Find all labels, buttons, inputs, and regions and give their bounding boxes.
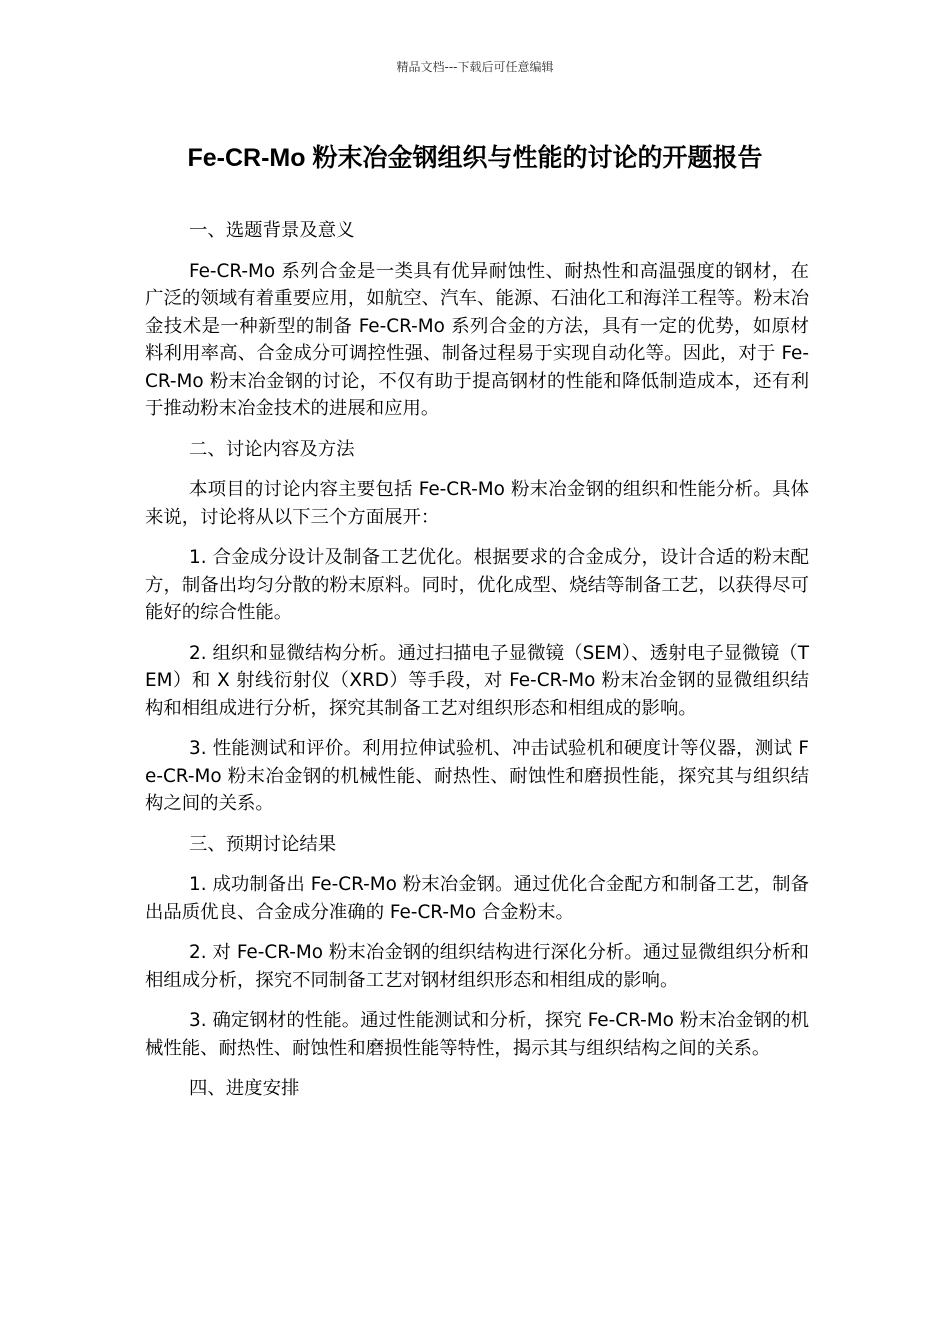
paragraph-item-1-design: 1. 合金成分设计及制备工艺优化。根据要求的合金成分，设计合适的粉末配方，制备出均匀分散的粉末原料。同时，优化成型、烧结等制备工艺，以获得尽可能好的综合性能。 <box>145 547 809 623</box>
paragraph-result-3: 3. 确定钢材的性能。通过性能测试和分析，探究 Fe-CR-Mo 粉末冶金钢的机械性能、耐热性、耐蚀性和磨损性能等特性，揭示其与组织结构之间的关系。 <box>145 1010 809 1059</box>
paragraph-background: Fe-CR-Mo 系列合金是一类具有优异耐蚀性、耐热性和高温强度的钢材，在广泛的领域有着重要应用，如航空、汽车、能源、石油化工和海洋工程等。粉末冶金技术是一种新型的制备 Fe-CR-Mo 系列合金的方法，具有一定的优势，如原材料利用率高、合金成分可调控性强、制备过程易于实现自动化等。因此，对于 Fe-CR-Mo 粉末冶金钢的讨论，不仅有助于提高钢材的性能和降低制造成本，还有利于推动粉末冶金技术的进展和应用。 <box>145 260 809 419</box>
paragraph-content-intro: 本项目的讨论内容主要包括 Fe-CR-Mo 粉末冶金钢的组织和性能分析。具体来说，讨论将从以下三个方面展开： <box>145 479 809 528</box>
document-body <box>145 217 809 1116</box>
section-heading-background: 一、选题背景及意义 <box>189 220 355 241</box>
section-heading-content-method: 二、讨论内容及方法 <box>189 438 355 460</box>
page-header-note: 精品文档---下载后可任意编辑 <box>396 60 554 74</box>
section-heading-expected-results: 三、预期讨论结果 <box>189 833 337 855</box>
document-title: Fe-CR-Mo 粉末冶金钢组织与性能的讨论的开题报告 <box>187 144 763 172</box>
paragraph-item-2-structure: 2. 组织和显微结构分析。通过扫描电子显微镜（SEM）、透射电子显微镜（TEM）和 X 射线衍射仪（XRD）等手段，对 Fe-CR-Mo 粉末冶金钢的显微组织结构和相组成进行分析，探究其制备工艺对组织形态和相组成的影响。 <box>145 642 809 719</box>
section-heading-schedule: 四、进度安排 <box>189 1078 300 1099</box>
paragraph-item-3-performance: 3. 性能测试和评价。利用拉伸试验机、冲击试验机和硬度计等仪器，测试 Fe-CR-Mo 粉末冶金钢的机械性能、耐热性、耐蚀性和磨损性能，探究其与组织结构之间的关系。 <box>145 738 809 814</box>
paragraph-result-1: 1. 成功制备出 Fe-CR-Mo 粉末冶金钢。通过优化合金配方和制备工艺，制备出品质优良、合金成分准确的 Fe-CR-Mo 合金粉末。 <box>145 874 809 923</box>
paragraph-result-2: 2. 对 Fe-CR-Mo 粉末冶金钢的组织结构进行深化分析。通过显微组织分析和相组成分析，探究不同制备工艺对钢材组织形态和相组成的影响。 <box>145 942 809 991</box>
